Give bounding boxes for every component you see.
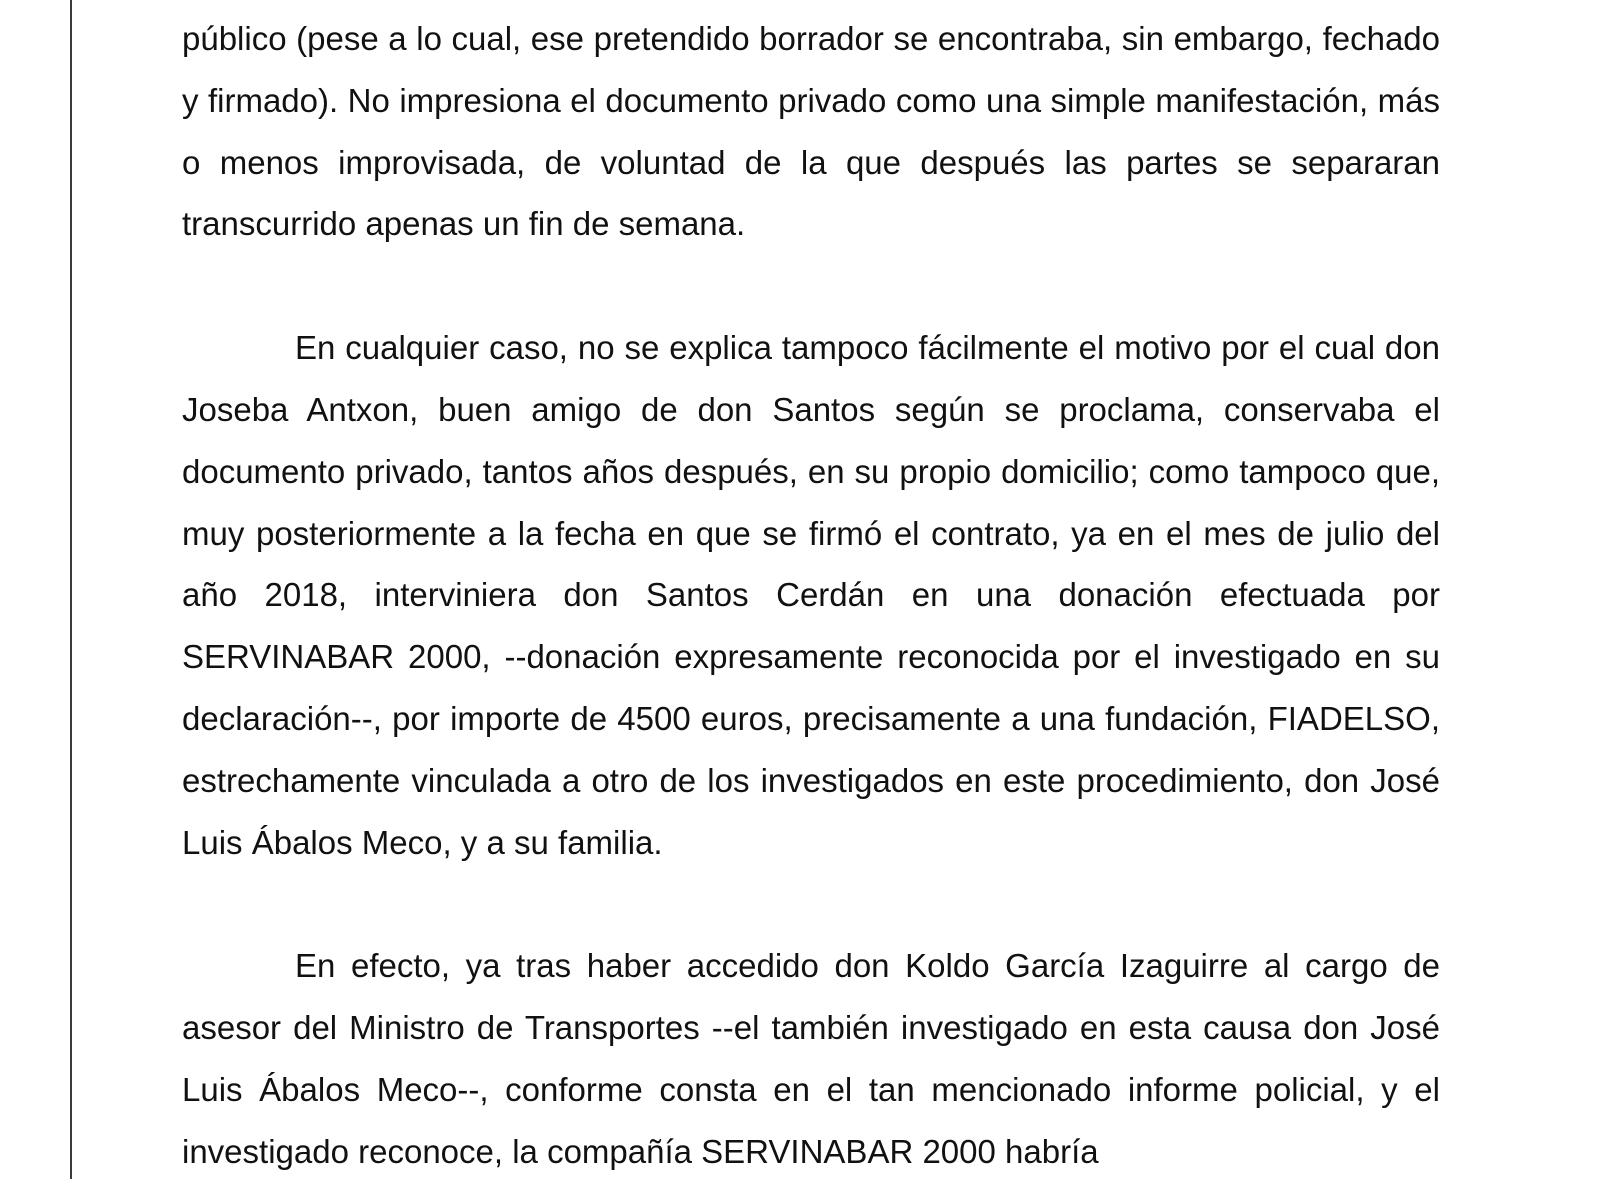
document-body [182,8,1440,1179]
paragraph-continuation: público (pese a lo cual, ese pretendido borrador se encontraba, sin embargo, fechado y firmado). No impresiona el documento privado como una simple manifestación, más o menos improvisada, de voluntad de la que después las partes se separaran transcurrido apenas un fin de semana. [182,20,1440,243]
page-margin-line [70,0,72,1179]
paragraph-koldo-garcia: En efecto, ya tras haber accedido don Koldo García Izaguirre al cargo de asesor del Ministro de Transportes --el también investigado en esta causa don José Luis Ábalos Meco--, conforme consta en el tan mencionado informe policial, y el investigado reconoce, la compañía SERVINABAR 2000 habría [182,947,1440,1170]
paragraph-santos-cerdan: En cualquier caso, no se explica tampoco fácilmente el motivo por el cual don Joseba Antxon, buen amigo de don Santos según se proclama, conservaba el documento privado, tantos años después, en su propio domicilio; como tampoco que, muy posteriormente a la fecha en que se firmó el contrato, ya en el mes de julio del año 2018, interviniera don Santos Cerdán en una donación efectuada por SERVINABAR 2000, --donación expresamente reconocida por el investigado en su declaración--, por importe de 4500 euros, precisamente a una fundación, FIADELSO, estrechamente vinculada a otro de los investigados en este procedimiento, don José Luis Ábalos Meco, y a su familia. [182,329,1440,861]
